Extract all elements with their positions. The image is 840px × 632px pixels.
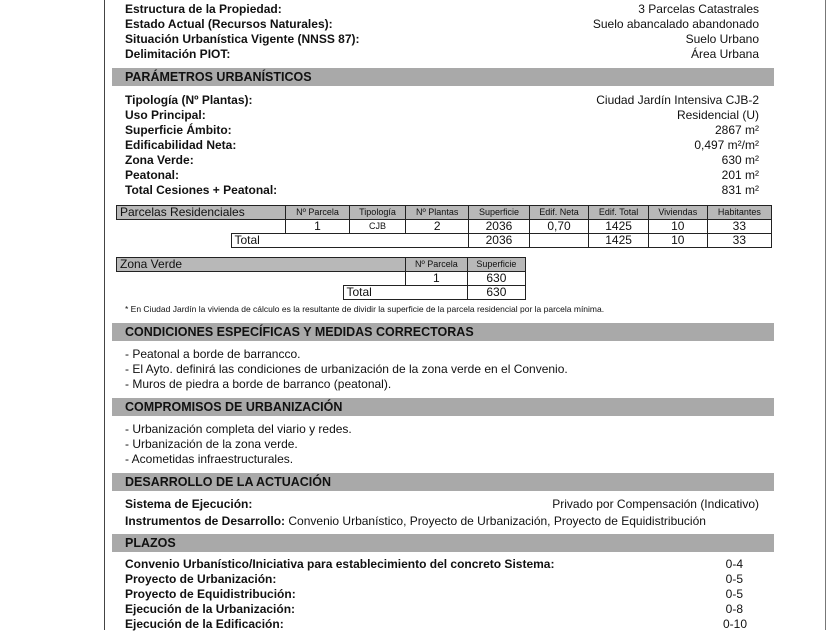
plazo-label: Proyecto de Urbanización: <box>125 572 277 586</box>
table-cell: 10 <box>648 220 707 234</box>
field-situacion <box>125 32 759 47</box>
column-header: Tipología <box>349 206 405 220</box>
field-estructura <box>125 2 759 17</box>
table-cell: 1425 <box>589 234 648 248</box>
plazo-convenio <box>125 557 759 572</box>
table-cell: 33 <box>707 234 771 248</box>
param-total-cesiones <box>125 183 759 198</box>
section-header-compromisos <box>112 398 774 416</box>
zona-verde-table <box>116 257 526 300</box>
section-title: COMPROMISOS DE URBANIZACIÓN <box>125 400 343 414</box>
param-label: Zona Verde: <box>125 153 194 167</box>
field-value: Privado por Compensación (Indicativo) <box>552 497 759 511</box>
plazo-equidistribucion <box>125 587 759 602</box>
field-value: Convenio Urbanístico, Proyecto de Urbanización, Proyecto de Equidistribución <box>288 514 706 528</box>
table-cell: 0,70 <box>529 220 589 234</box>
param-edificabilidad <box>125 138 759 153</box>
table-total-row <box>117 234 772 248</box>
list-item: - Urbanización completa del viario y redes. <box>125 422 352 436</box>
table-cell: 630 <box>467 286 525 300</box>
param-value: 831 m² <box>721 183 759 197</box>
table-header-row <box>117 258 526 272</box>
field-label: Sistema de Ejecución: <box>125 497 253 511</box>
table-cell: 1 <box>406 272 468 286</box>
plazo-label: Ejecución de la Edificación: <box>125 617 284 631</box>
list-item: - Peatonal a borde de barrancco. <box>125 347 301 361</box>
table-title: Zona Verde <box>117 258 406 272</box>
param-zona-verde <box>125 153 759 168</box>
column-header: Nº Plantas <box>406 206 469 220</box>
right-margin-line <box>825 0 826 630</box>
section-header-parametros <box>112 68 774 86</box>
table-cell: 2 <box>406 220 469 234</box>
table-row <box>117 220 772 234</box>
field-label: Situación Urbanística Vigente (NNSS 87): <box>125 32 360 46</box>
field-instrumentos <box>125 514 706 528</box>
plazo-label: Convenio Urbanístico/Iniciativa para establecimiento del concreto Sistema: <box>125 557 555 571</box>
table-cell: 630 <box>467 272 525 286</box>
param-value: Residencial (U) <box>676 108 759 122</box>
column-header: Habitantes <box>707 206 771 220</box>
column-header: Viviendas <box>648 206 707 220</box>
column-header: Edif. Total <box>589 206 648 220</box>
column-header: Nº Parcela <box>406 258 468 272</box>
param-value: 2867 m² <box>714 123 759 137</box>
table-cell: 1 <box>286 220 350 234</box>
table-cell: 33 <box>707 220 771 234</box>
field-estado-actual <box>125 17 759 32</box>
plazo-value: 0-5 <box>725 572 743 586</box>
column-header: Superficie <box>467 258 525 272</box>
table-cell: 2036 <box>469 234 529 248</box>
param-uso <box>125 108 759 123</box>
list-item: - Acometidas infraestructurales. <box>125 452 294 466</box>
plazo-ejecucion-urbanizacion <box>125 602 759 617</box>
column-header: Nº Parcela <box>286 206 350 220</box>
param-label: Superficie Ámbito: <box>125 123 232 137</box>
column-header: Superficie <box>469 206 529 220</box>
param-superficie <box>125 123 759 138</box>
list-item: - Muros de piedra a borde de barranco (peatonal). <box>125 377 392 391</box>
section-header-plazos <box>112 534 774 552</box>
plazo-proyecto-urbanizacion <box>125 572 759 587</box>
parcelas-table <box>116 205 772 248</box>
field-label: Instrumentos de Desarrollo: <box>125 514 286 528</box>
param-tipologia <box>125 93 759 108</box>
plazo-value: 0-8 <box>725 602 743 616</box>
param-value: 0,497 m²/m² <box>694 138 759 152</box>
plazo-value: 0-5 <box>725 587 743 601</box>
section-header-condiciones <box>112 323 774 341</box>
field-label: Estado Actual (Recursos Naturales): <box>125 17 333 31</box>
param-value: Ciudad Jardín Intensiva CJB-2 <box>596 93 759 107</box>
total-label: Total <box>343 286 467 300</box>
field-value: Suelo abancalado abandonado <box>592 17 759 31</box>
footnote: * En Ciudad Jardín la vivienda de cálculo es la resultante de dividir la superficie de la parcela residencial por la parcela mínima. <box>125 304 605 314</box>
param-label: Edificabilidad Neta: <box>125 138 237 152</box>
table-cell: 10 <box>648 234 707 248</box>
section-title: PLAZOS <box>125 536 176 550</box>
plazo-value: 0-4 <box>725 557 743 571</box>
table-cell <box>529 234 589 248</box>
left-margin-line <box>104 0 105 630</box>
param-label: Tipología (Nº Plantas): <box>125 93 253 107</box>
param-label: Total Cesiones + Peatonal: <box>125 183 278 197</box>
field-value: Área Urbana <box>690 47 759 61</box>
field-sistema-ejecucion <box>125 497 759 512</box>
field-delimitacion <box>125 47 759 62</box>
param-value: 201 m² <box>721 168 759 182</box>
table-header-row <box>117 206 772 220</box>
section-title: CONDICIONES ESPECÍFICAS Y MEDIDAS CORRECTORAS <box>125 325 474 339</box>
column-header: Edif. Neta <box>529 206 589 220</box>
list-item: - Urbanización de la zona verde. <box>125 437 298 451</box>
plazo-value: 0-10 <box>722 617 747 631</box>
param-label: Peatonal: <box>125 168 180 182</box>
plazo-label: Ejecución de la Urbanización: <box>125 602 296 616</box>
param-peatonal <box>125 168 759 183</box>
section-header-desarrollo <box>112 473 774 491</box>
section-title: DESARROLLO DE LA ACTUACIÓN <box>125 475 332 489</box>
table-cell: CJB <box>349 220 405 234</box>
param-value: 630 m² <box>721 153 759 167</box>
table-title: Parcelas Residenciales <box>117 206 286 220</box>
plazo-label: Proyecto de Equidistribución: <box>125 587 296 601</box>
field-value: 3 Parcelas Catastrales <box>638 2 759 16</box>
table-cell: 2036 <box>469 220 529 234</box>
table-total-row <box>117 286 526 300</box>
table-row <box>117 272 526 286</box>
field-value: Suelo Urbano <box>685 32 759 46</box>
total-label: Total <box>231 234 469 248</box>
section-title: PARÁMETROS URBANÍSTICOS <box>125 70 312 84</box>
field-label: Estructura de la Propiedad: <box>125 2 282 16</box>
field-label: Delimitación PIOT: <box>125 47 231 61</box>
param-label: Uso Principal: <box>125 108 206 122</box>
table-cell: 1425 <box>589 220 648 234</box>
list-item: - El Ayto. definirá las condiciones de urbanización de la zona verde en el Convenio. <box>125 362 568 376</box>
